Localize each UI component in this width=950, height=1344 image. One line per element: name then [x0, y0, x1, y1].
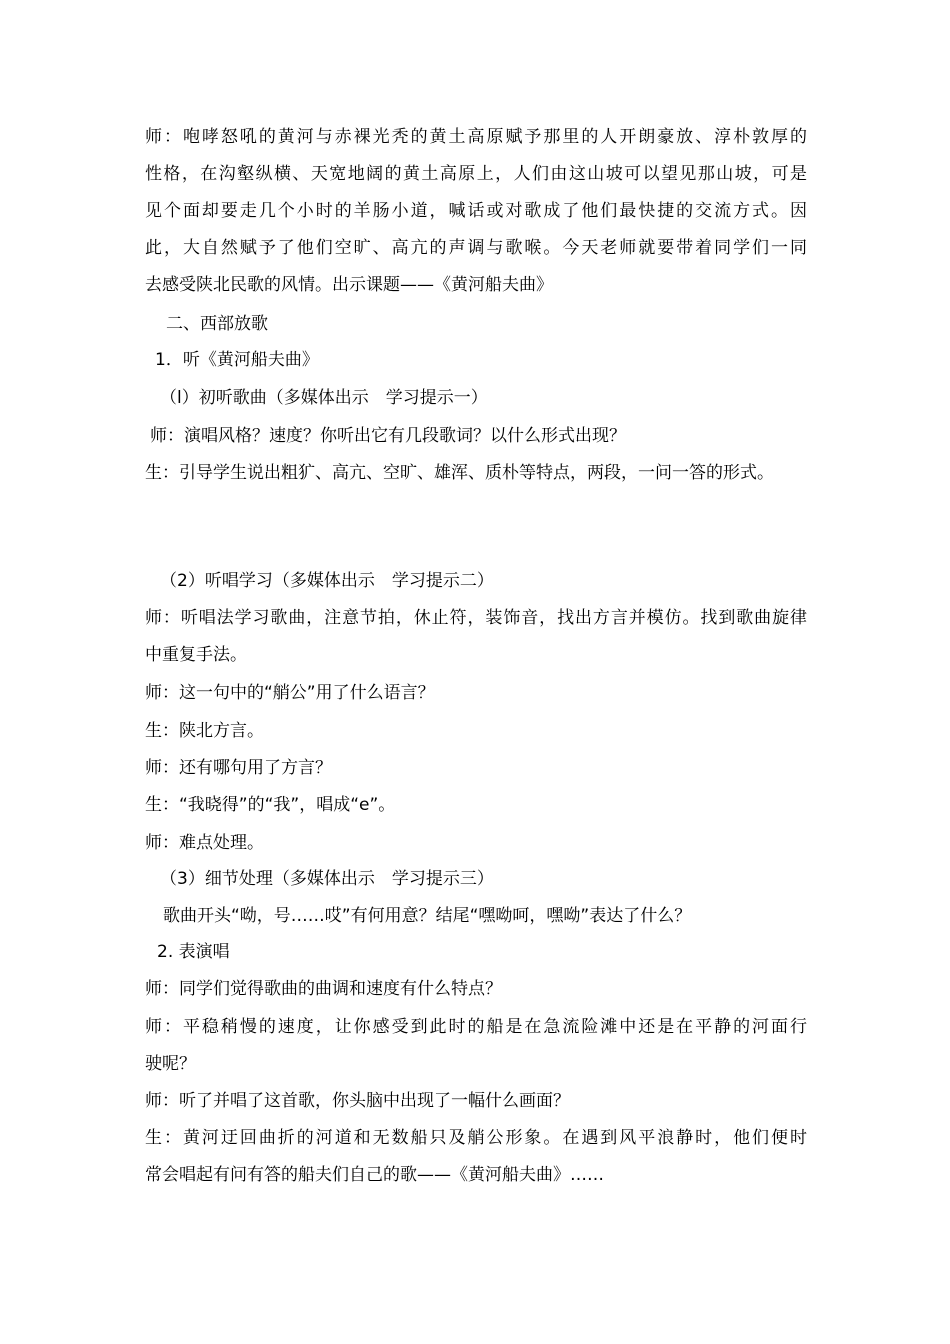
sub-heading-3: （3）细节处理（多媒体出示 学习提示三）: [160, 869, 494, 889]
teacher-question-2-line-2: 中重复手法。: [145, 645, 247, 665]
teacher-question-7: 师：同学们觉得歌曲的曲调和速度有什么特点？: [145, 979, 502, 999]
intro-line-4: 此，大自然赋予了他们空旷、高亢的声调与歌喉。今天老师就要带着同学们一同: [145, 238, 807, 258]
teacher-question-4: 师：还有哪句用了方言？: [145, 758, 332, 778]
student-answer-4: 生：“我晓得”的“我”，唱成“e”。: [145, 795, 396, 815]
section-heading: 二、西部放歌: [166, 314, 268, 334]
intro-line-3: 见个面却要走几个小时的羊肠小道，喊话或对歌成了他们最快捷的交流方式。因: [145, 201, 807, 221]
student-answer-9-line-2: 常会唱起有问有答的船夫们自己的歌——《黄河船夫曲》……: [145, 1165, 604, 1185]
student-answer-1: 生：引导学生说出粗犷、高亢、空旷、雄浑、质朴等特点，两段，一问一答的形式。: [145, 463, 774, 483]
teacher-question-8-line-2: 驶呢？: [145, 1054, 196, 1074]
student-answer-9-line-1: 生：黄河迂回曲折的河道和无数船只及艄公形象。在遇到风平浪静时，他们便时: [145, 1128, 807, 1148]
teacher-question-8-line-1: 师：平稳稍慢的速度，让你感受到此时的船是在急流险滩中还是在平静的河面行: [145, 1017, 807, 1037]
teacher-question-2-line-1: 师：听唱法学习歌曲，注意节拍，休止符，装饰音，找出方言并模仿。找到歌曲旋律: [145, 608, 807, 628]
teacher-note-5: 师：难点处理。: [145, 833, 264, 853]
intro-line-5: 去感受陕北民歌的风情。出示课题——《黄河船夫曲》: [145, 275, 553, 295]
question-6: 歌曲开头“呦，号……哎”有何用意？结尾“嘿呦呵，嘿呦”表达了什么？: [163, 906, 692, 926]
item-2-heading: 2. 表演唱: [157, 942, 230, 962]
student-answer-3: 生：陕北方言。: [145, 721, 264, 741]
sub-heading-2: （2）听唱学习（多媒体出示 学习提示二）: [160, 571, 494, 591]
teacher-question-1: 师：演唱风格？速度？你听出它有几段歌词？以什么形式出现？: [150, 426, 626, 446]
sub-heading-1: （l）初听歌曲（多媒体出示 学习提示一）: [160, 388, 488, 408]
intro-line-1: 师：咆哮怒吼的黄河与赤裸光秃的黄土高原赋予那里的人开朗豪放、淳朴敦厚的: [145, 127, 807, 147]
intro-line-2: 性格，在沟壑纵横、天宽地阔的黄土高原上，人们由这山坡可以望见那山坡，可是: [145, 164, 807, 184]
item-1-heading: 1．听《黄河船夫曲》: [155, 350, 319, 370]
teacher-question-3: 师：这一句中的“艄公”用了什么语言？: [145, 683, 435, 703]
teacher-question-9: 师：听了并唱了这首歌，你头脑中出现了一幅什么画面？: [145, 1091, 570, 1111]
